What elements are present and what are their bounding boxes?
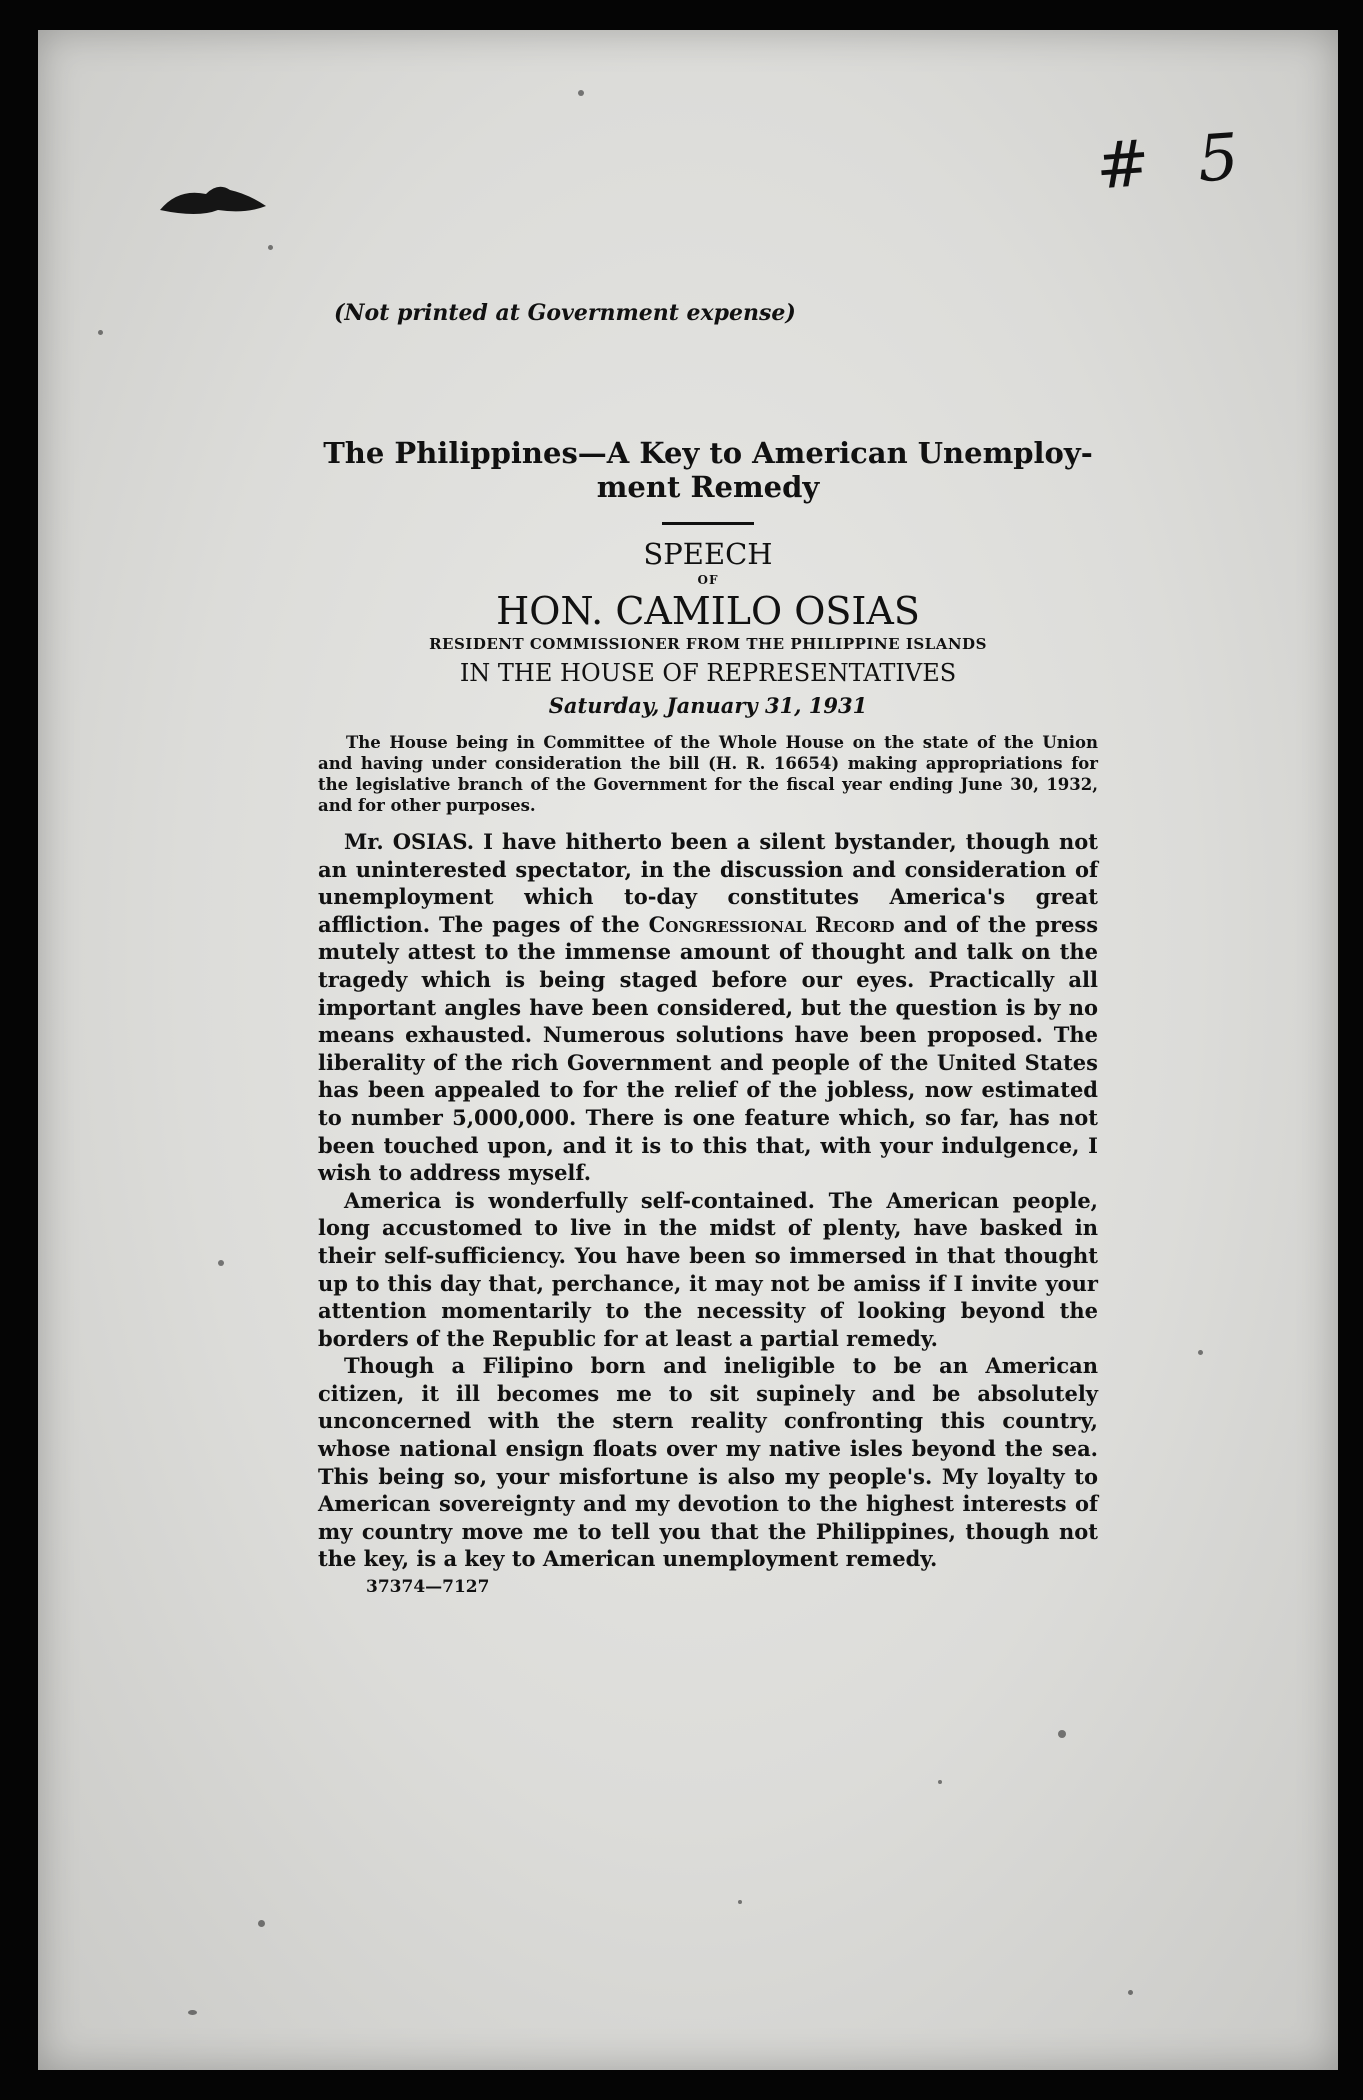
print-code: 37374—7127 [366,1577,490,1598]
body-paragraph-3: Though a Filipino born and ineligible to be an American citizen, it ill becomes me to sit supinely and be absolutely unconcerned with the stern reality confronting this country, whose national ensign floats over my native isles beyond the sea. This being so, your misfortune is also my people's. My loyalty to American sovereignty and my devotion to the highest interests of my country move me to tell you that the Philippines, though not the key, is a key to American unemployment remedy. [318,1353,1098,1572]
body-paragraph-2: America is wonderfully self-contained. The American people, long accustomed to live in the midst of plenty, have basked in their self-sufficiency. You have been so immersed in that thought up to this day that, perchance, it may not be amiss if I invite your attention momentarily to the necessity of looking beyond the borders of the Republic for at least a partial remedy. [318,1187,1098,1351]
body-paragraph-1 [318,828,1098,1187]
intro-paragraph: The House being in Committee of the Whole House on the state of the Union and having under consideration the bill (H. R. 16654) making appropriations for the legislative branch of the Government for the fiscal year ending June 30, 1932, and for other purposes. [318,733,1098,815]
dust-speck [268,245,273,250]
speaker-name: HON. CAMILO OSIAS [496,589,920,633]
congressional-record-label: Congressional Record [648,911,895,937]
dust-speck [1198,1350,1203,1355]
dust-speck [578,90,584,96]
ink-blot-icon [158,180,268,220]
paragraph-1-text-a: Mr. OSIAS. I have hitherto been a silent bystander, though not an uninterested spectator, in the discussion and consideration of unemployment which to-day constitutes America's great affliction. The pages of the [318,829,1098,937]
dust-speck [218,1260,224,1266]
document-content [318,300,1098,1597]
chamber-label: IN THE HOUSE OF REPRESENTATIVES [459,659,957,687]
speech-date: Saturday, January 31, 1931 [548,693,868,718]
title-line-1: The Philippines—A Key to American Unemploy- [323,436,1093,470]
page-title [318,436,1098,504]
dust-speck [1128,1990,1133,1995]
handwritten-mark: # 5 [1093,119,1256,205]
dust-speck [938,1780,942,1784]
of-label: OF [697,573,719,587]
paragraph-1-text-b: and of the press mutely attest to the immense amount of thought and talk on the tragedy which is being staged before our eyes. Practically all important angles have been considered, but the question is by no means exhausted. Numerous solutions have been proposed. The liberality of the rich Government and people of the United States has been appealed to for the relief of the jobless, now estimated to number 5,000,000. There is one feature which, so far, has not been touched upon, and it is to this that, with your indulgence, I wish to address myself. [318,911,1099,1186]
speaker-role: RESIDENT COMMISSIONER FROM THE PHILIPPINE ISLANDS [429,635,987,653]
speech-heading: SPEECH [643,537,773,571]
divider-rule [662,522,754,525]
dust-speck [258,1920,265,1927]
dust-speck [98,330,103,335]
not-printed-notice: (Not printed at Government expense) [334,300,796,326]
title-line-2: ment Remedy [596,470,820,504]
dust-speck [188,2010,197,2015]
dust-speck [1058,1730,1066,1738]
dust-speck [738,1900,742,1904]
document-page [38,30,1338,2070]
